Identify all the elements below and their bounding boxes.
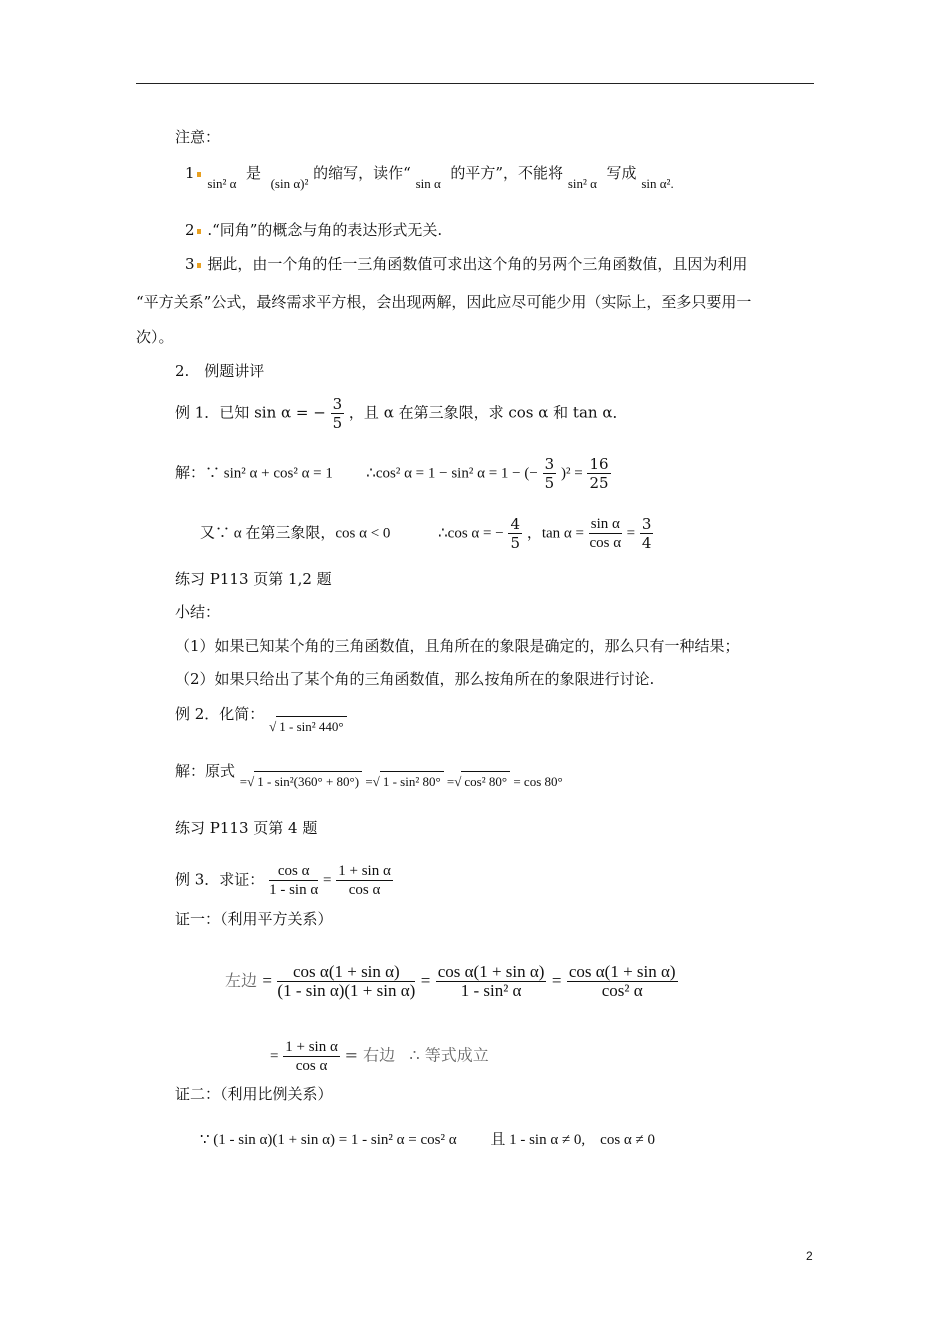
fraction: $\frac{\text{1 + sin α}}{\text{cos α}}$ xyxy=(338,863,391,898)
practice-1: 练习 P113 页第 1,2 题 xyxy=(175,570,332,588)
header-rule xyxy=(136,83,814,84)
example-1: 例 1．已知 sin α = − $\frac{3}{5}$ ，且 α 在第三象限，求 cos α 和 tan α． xyxy=(175,395,628,432)
fraction: $\frac{\text{cos α}}{\text{1 - sin α}}$ xyxy=(269,863,319,898)
page-number: 2 xyxy=(806,1249,813,1263)
fraction: $\frac{\text{sin α}}{\text{cos α}}$ xyxy=(589,516,622,551)
proof-1-line-2: = $\frac{\text{1 + sin α}}{\text{cos α}}$ = 右边 ∴ 等式成立 xyxy=(270,1039,489,1074)
radical: √ cos² 80° xyxy=(454,771,510,792)
fraction: $\frac{3}{5}$ xyxy=(332,395,343,432)
fraction: $\frac{4}{5}$ xyxy=(510,515,521,552)
fraction: $\frac{\text{cos α(1 + sin α)}}{\text{cos² α}}$ xyxy=(568,962,676,1000)
note-3: 3 据此，由一个角的任一三角函数值可求出这个角的另两个三角函数值，且因为利用 xyxy=(185,255,748,273)
bullet-icon xyxy=(197,172,201,177)
note-3-cont: “平方关系”公式，最终需求平方根，会出现两解，因此应尽可能少用（实际上，至多只要用一 xyxy=(136,293,752,311)
example-2-solution: 解：原式 =√ 1 - sin²(360° + 80°) =√ 1 - sin² 80° =√ cos² 80° = cos 80° xyxy=(175,761,563,782)
fraction: $\frac{\text{cos α(1 + sin α)}}{\text{1 - sin² α}}$ xyxy=(437,962,545,1000)
fraction: $\frac{3}{5}$ xyxy=(544,455,555,492)
fraction: $\frac{\text{cos α(1 + sin α)}}{\text{(1 - sin α)(1 + sin α)}}$ xyxy=(277,962,416,1000)
example-1-solution: 解：∵ sin² α + cos² α = 1 ∴cos² α = 1 − sin² α = 1 − (− $\frac{3}{5}$ )² = $\frac{16}{25}$ xyxy=(175,455,609,492)
note-1-num: 1 xyxy=(185,164,195,182)
section-title: 2. 例题讲评 xyxy=(175,362,265,380)
proof-2-line: ∵ (1 - sin α)(1 + sin α) = 1 - sin² α = cos² α 且 1 - sin α ≠ 0, cos α ≠ 0 xyxy=(200,1132,656,1148)
proof-2-heading: 证二：（利用比例关系） xyxy=(175,1085,333,1103)
fraction: $\frac{3}{4}$ xyxy=(641,515,652,552)
bullet-icon xyxy=(197,263,201,268)
fraction: $\frac{16}{25}$ xyxy=(589,455,609,492)
example-1-solution-2: 又∵ α 在第三象限，cos α < 0 ∴cos α = − $\frac{4}{5}$ ，tan α = $\frac{\text{sin α}}{\text{cos α}}$ = $\frac{3}{4}$ xyxy=(200,515,652,552)
note-3-end: 次）。 xyxy=(136,328,174,346)
radical: √ 1 - sin² 80° xyxy=(373,771,444,792)
example-2: 例 2．化简： √ 1 - sin² 440° xyxy=(175,704,347,725)
radical: √ 1 - sin² 440° xyxy=(269,716,347,737)
fraction: $\frac{\text{1 + sin α}}{\text{cos α}}$ xyxy=(285,1039,338,1074)
note-heading: 注意： xyxy=(175,128,221,146)
proof-1-line-1: 左边 = $\frac{\text{cos α(1 + sin α)}}{\text{(1 - sin α)(1 + sin α)}}$ = $\frac{\text{cos α(1 + sin α)}}{\text{1 - sin² α}}$ = $\frac{\text{cos α(1 + sin α)}}{\text{cos² α}}$ xyxy=(225,962,676,1000)
summary-item-1: （1）如果已知某个角的三角函数值，且角所在的象限是确定的，那么只有一种结果； xyxy=(175,637,740,655)
summary-item-2: （2）如果只给出了某个角的三角函数值，那么按角所在的象限进行讨论. xyxy=(175,670,655,688)
bullet-icon xyxy=(197,229,201,234)
radical: √ 1 - sin²(360° + 80°) xyxy=(247,771,362,792)
example-3: 例 3．求证： $\frac{\text{cos α}}{\text{1 - sin α}}$ = $\frac{\text{1 + sin α}}{\text{cos α}}$ xyxy=(175,863,391,898)
note-2: 2 .“同角”的概念与角的表达形式无关. xyxy=(185,221,443,239)
summary-heading: 小结： xyxy=(175,603,221,621)
note-1: 1 sin² α 是 (sin α)² 的缩写，读作“ sin α 的平方”，不能将 sin² α 写成 sin α². xyxy=(185,164,674,191)
proof-1-heading: 证一：（利用平方关系） xyxy=(175,910,333,928)
practice-2: 练习 P113 页第 4 题 xyxy=(175,819,318,837)
